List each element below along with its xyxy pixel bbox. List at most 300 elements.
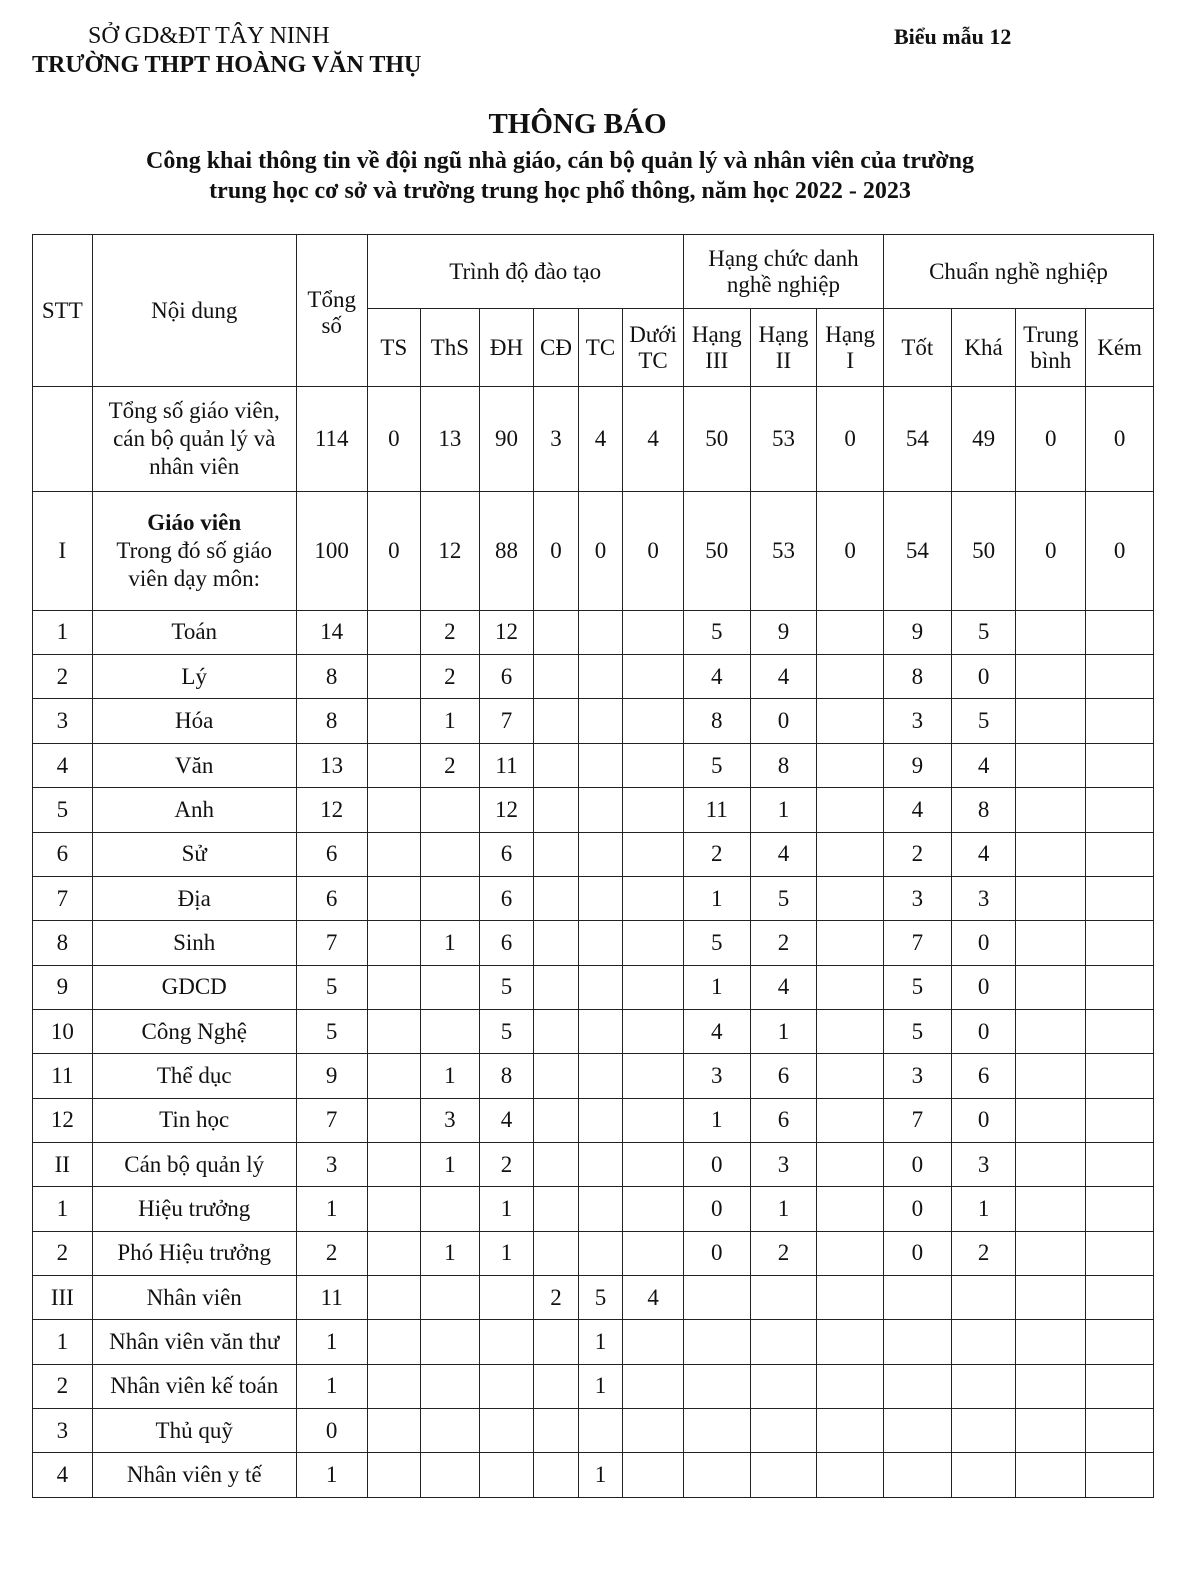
cell-stt: 1 — [33, 610, 93, 654]
cell-ts — [367, 610, 421, 654]
cell-name: Toán — [92, 610, 296, 654]
cell-cd — [534, 699, 578, 743]
cell-tc — [578, 699, 622, 743]
cell-rank2: 4 — [750, 965, 817, 1009]
cell-dh: 6 — [479, 876, 534, 920]
header-below-tc: Dưới TC — [623, 309, 684, 387]
managers-row — [33, 1142, 1154, 1186]
cell-ts: 0 — [367, 387, 421, 492]
cell-below-tc: 4 — [623, 1275, 684, 1319]
cell-rank1 — [817, 1453, 884, 1498]
cell-good: 8 — [884, 655, 952, 699]
cell-rank3: 5 — [683, 743, 750, 787]
header-rank3: Hạng III — [683, 309, 750, 387]
header-poor: Kém — [1086, 309, 1154, 387]
cell-name: Nhân viên — [92, 1275, 296, 1319]
cell-ts — [367, 921, 421, 965]
cell-ths — [421, 1364, 480, 1408]
cell-ts — [367, 965, 421, 1009]
cell-tc — [578, 1098, 622, 1142]
cell-rank1 — [817, 1054, 884, 1098]
cell-ts — [367, 1187, 421, 1231]
cell-ths: 2 — [421, 743, 480, 787]
cell-dh: 5 — [479, 965, 534, 1009]
cell-rank2: 6 — [750, 1054, 817, 1098]
cell-fair: 8 — [951, 788, 1016, 832]
cell-poor — [1086, 788, 1154, 832]
cell-poor — [1086, 655, 1154, 699]
header-good: Tốt — [884, 309, 952, 387]
cell-below-tc — [623, 655, 684, 699]
cell-tc — [578, 1054, 622, 1098]
staff-row — [33, 1275, 1154, 1319]
cell-total: 8 — [296, 699, 367, 743]
cell-below-tc — [623, 1231, 684, 1275]
cell-poor — [1086, 1364, 1154, 1408]
cell-good — [884, 1275, 952, 1319]
cell-ts — [367, 1009, 421, 1053]
cell-good: 3 — [884, 699, 952, 743]
cell-dh — [479, 1364, 534, 1408]
cell-fair: 0 — [951, 1009, 1016, 1053]
header-standard: Chuẩn nghề nghiệp — [884, 235, 1154, 309]
cell-below-tc: 4 — [623, 387, 684, 492]
cell-rank3: 5 — [683, 610, 750, 654]
cell-poor — [1086, 1408, 1154, 1452]
cell-good: 5 — [884, 965, 952, 1009]
cell-rank2: 3 — [750, 1142, 817, 1186]
cell-good: 0 — [884, 1187, 952, 1231]
cell-rank3: 4 — [683, 1009, 750, 1053]
cell-fair — [951, 1408, 1016, 1452]
cell-fair: 4 — [951, 832, 1016, 876]
cell-stt: 3 — [33, 1408, 93, 1452]
cell-rank3 — [683, 1364, 750, 1408]
cell-rank3: 50 — [683, 387, 750, 492]
cell-average — [1016, 1364, 1086, 1408]
cell-poor — [1086, 1231, 1154, 1275]
cell-name: Sử — [92, 832, 296, 876]
cell-rank2 — [750, 1453, 817, 1498]
header-rank2: Hạng II — [750, 309, 817, 387]
subject-row — [33, 1009, 1154, 1053]
cell-tc: 5 — [578, 1275, 622, 1319]
subtitle-line-1: Công khai thông tin về đội ngũ nhà giáo, cán bộ quản lý và nhân viên của trường — [146, 148, 974, 174]
cell-poor — [1086, 1187, 1154, 1231]
cell-tc: 1 — [578, 1453, 622, 1498]
cell-dh: 12 — [479, 788, 534, 832]
cell-rank3: 0 — [683, 1142, 750, 1186]
cell-cd — [534, 1098, 578, 1142]
cell-rank2: 6 — [750, 1098, 817, 1142]
header-stt: STT — [33, 235, 93, 387]
cell-content: Tổng số giáo viên, cán bộ quản lý và nhân viên — [92, 387, 296, 492]
cell-poor: 0 — [1086, 491, 1154, 610]
cell-total: 1 — [296, 1453, 367, 1498]
cell-stt: II — [33, 1142, 93, 1186]
cell-ths: 13 — [421, 387, 480, 492]
cell-tc — [578, 1142, 622, 1186]
cell-below-tc — [623, 1054, 684, 1098]
cell-rank2: 4 — [750, 832, 817, 876]
cell-good — [884, 1453, 952, 1498]
cell-total: 114 — [296, 387, 367, 492]
cell-total: 5 — [296, 1009, 367, 1053]
cell-fair: 0 — [951, 965, 1016, 1009]
cell-dh — [479, 1408, 534, 1452]
cell-tc — [578, 610, 622, 654]
cell-ts — [367, 788, 421, 832]
cell-rank2: 53 — [750, 387, 817, 492]
cell-poor — [1086, 1098, 1154, 1142]
cell-dh: 1 — [479, 1187, 534, 1231]
cell-rank2: 4 — [750, 655, 817, 699]
cell-good: 0 — [884, 1231, 952, 1275]
cell-fair: 6 — [951, 1054, 1016, 1098]
cell-ts — [367, 1275, 421, 1319]
cell-name: Phó Hiệu trưởng — [92, 1231, 296, 1275]
cell-average — [1016, 876, 1086, 920]
document-subtitle — [20, 146, 1100, 206]
cell-ts — [367, 1054, 421, 1098]
cell-ts — [367, 1408, 421, 1452]
cell-average — [1016, 699, 1086, 743]
cell-rank3: 5 — [683, 921, 750, 965]
cell-total: 12 — [296, 788, 367, 832]
cell-poor — [1086, 832, 1154, 876]
cell-rank3: 4 — [683, 655, 750, 699]
cell-dh — [479, 1275, 534, 1319]
cell-total: 1 — [296, 1320, 367, 1364]
staff-statistics-table — [32, 234, 1154, 1498]
cell-poor: 0 — [1086, 387, 1154, 492]
cell-tc — [578, 788, 622, 832]
cell-tc — [578, 1231, 622, 1275]
cell-total: 9 — [296, 1054, 367, 1098]
cell-fair: 49 — [951, 387, 1016, 492]
cell-stt: 4 — [33, 743, 93, 787]
cell-rank1 — [817, 921, 884, 965]
cell-cd — [534, 743, 578, 787]
cell-rank1 — [817, 876, 884, 920]
cell-name: Anh — [92, 788, 296, 832]
cell-rank2: 9 — [750, 610, 817, 654]
cell-name: Thể dục — [92, 1054, 296, 1098]
cell-dh: 6 — [479, 655, 534, 699]
cell-fair — [951, 1453, 1016, 1498]
cell-stt: 1 — [33, 1320, 93, 1364]
cell-good: 3 — [884, 1054, 952, 1098]
cell-rank1: 0 — [817, 387, 884, 492]
cell-name: Nhân viên y tế — [92, 1453, 296, 1498]
subject-row — [33, 699, 1154, 743]
cell-average — [1016, 1009, 1086, 1053]
cell-ths — [421, 1320, 480, 1364]
cell-below-tc — [623, 1142, 684, 1186]
cell-cd — [534, 788, 578, 832]
cell-average: 0 — [1016, 387, 1086, 492]
cell-stt: 4 — [33, 1453, 93, 1498]
cell-fair: 0 — [951, 921, 1016, 965]
cell-rank1 — [817, 1009, 884, 1053]
cell-name: Nhân viên văn thư — [92, 1320, 296, 1364]
cell-below-tc — [623, 1408, 684, 1452]
cell-below-tc — [623, 965, 684, 1009]
cell-rank2: 2 — [750, 1231, 817, 1275]
staff-member-row — [33, 1408, 1154, 1452]
cell-good: 7 — [884, 1098, 952, 1142]
manager-row — [33, 1187, 1154, 1231]
cell-fair: 0 — [951, 1098, 1016, 1142]
cell-total: 100 — [296, 491, 367, 610]
cell-good: 5 — [884, 1009, 952, 1053]
cell-dh: 7 — [479, 699, 534, 743]
cell-good — [884, 1364, 952, 1408]
cell-total: 13 — [296, 743, 367, 787]
subject-row — [33, 832, 1154, 876]
cell-rank1 — [817, 610, 884, 654]
cell-total: 3 — [296, 1142, 367, 1186]
cell-name: Tin học — [92, 1098, 296, 1142]
cell-average — [1016, 1320, 1086, 1364]
cell-name: Địa — [92, 876, 296, 920]
cell-stt: 2 — [33, 1364, 93, 1408]
cell-ths: 2 — [421, 610, 480, 654]
cell-name: Cán bộ quản lý — [92, 1142, 296, 1186]
cell-average — [1016, 832, 1086, 876]
cell-rank2: 8 — [750, 743, 817, 787]
cell-rank3 — [683, 1320, 750, 1364]
cell-ts: 0 — [367, 491, 421, 610]
cell-content — [92, 491, 296, 610]
cell-rank3: 1 — [683, 1098, 750, 1142]
cell-poor — [1086, 1320, 1154, 1364]
cell-below-tc — [623, 832, 684, 876]
cell-average — [1016, 965, 1086, 1009]
cell-stt: 10 — [33, 1009, 93, 1053]
cell-poor — [1086, 1009, 1154, 1053]
cell-cd — [534, 832, 578, 876]
cell-ts — [367, 876, 421, 920]
cell-dh: 2 — [479, 1142, 534, 1186]
cell-ts — [367, 699, 421, 743]
cell-poor — [1086, 699, 1154, 743]
cell-good — [884, 1408, 952, 1452]
cell-total: 6 — [296, 876, 367, 920]
teachers-row — [33, 491, 1154, 610]
cell-rank3: 0 — [683, 1187, 750, 1231]
cell-name: Công Nghệ — [92, 1009, 296, 1053]
cell-ths — [421, 965, 480, 1009]
cell-ths — [421, 876, 480, 920]
header-rank1: Hạng I — [817, 309, 884, 387]
cell-dh: 1 — [479, 1231, 534, 1275]
cell-ths — [421, 1187, 480, 1231]
cell-good: 2 — [884, 832, 952, 876]
cell-rank3: 1 — [683, 876, 750, 920]
cell-fair: 5 — [951, 610, 1016, 654]
cell-dh: 11 — [479, 743, 534, 787]
cell-tc — [578, 655, 622, 699]
cell-ts — [367, 1231, 421, 1275]
cell-cd — [534, 921, 578, 965]
cell-rank1 — [817, 699, 884, 743]
cell-ts — [367, 1142, 421, 1186]
header-training: Trình độ đào tạo — [367, 235, 683, 309]
cell-tc — [578, 1408, 622, 1452]
cell-cd — [534, 1364, 578, 1408]
cell-dh — [479, 1320, 534, 1364]
document-title: THÔNG BÁO — [488, 108, 667, 140]
cell-rank2: 0 — [750, 699, 817, 743]
cell-cd — [534, 655, 578, 699]
cell-ths — [421, 1275, 480, 1319]
cell-rank2: 1 — [750, 1009, 817, 1053]
cell-below-tc — [623, 699, 684, 743]
header-ts: TS — [367, 309, 421, 387]
cell-name: Thủ quỹ — [92, 1408, 296, 1452]
cell-cd — [534, 1142, 578, 1186]
cell-rank1 — [817, 788, 884, 832]
cell-ths: 1 — [421, 1142, 480, 1186]
cell-fair: 5 — [951, 699, 1016, 743]
cell-ths — [421, 1408, 480, 1452]
subject-row — [33, 921, 1154, 965]
cell-name: Nhân viên kế toán — [92, 1364, 296, 1408]
cell-total: 6 — [296, 832, 367, 876]
subject-row — [33, 1098, 1154, 1142]
cell-below-tc — [623, 610, 684, 654]
cell-cd — [534, 1009, 578, 1053]
cell-fair: 0 — [951, 655, 1016, 699]
cell-total: 0 — [296, 1408, 367, 1452]
manager-row — [33, 1231, 1154, 1275]
cell-rank2: 1 — [750, 1187, 817, 1231]
cell-tc — [578, 1187, 622, 1231]
cell-rank1 — [817, 1320, 884, 1364]
cell-good: 9 — [884, 743, 952, 787]
cell-fair — [951, 1364, 1016, 1408]
cell-below-tc — [623, 1187, 684, 1231]
summary-row — [33, 387, 1154, 492]
cell-tc: 0 — [578, 491, 622, 610]
cell-poor — [1086, 1275, 1154, 1319]
cell-average — [1016, 788, 1086, 832]
cell-rank1 — [817, 965, 884, 1009]
staff-member-row — [33, 1453, 1154, 1498]
cell-rank2 — [750, 1320, 817, 1364]
cell-rank3: 8 — [683, 699, 750, 743]
cell-rank1: 0 — [817, 491, 884, 610]
cell-tc — [578, 921, 622, 965]
cell-average: 0 — [1016, 491, 1086, 610]
department-name: SỞ GD&ĐT TÂY NINH — [88, 23, 330, 49]
cell-tc: 4 — [578, 387, 622, 492]
cell-rank2: 2 — [750, 921, 817, 965]
school-name: TRƯỜNG THPT HOÀNG VĂN THỤ — [32, 52, 422, 78]
cell-poor — [1086, 1054, 1154, 1098]
cell-rank1 — [817, 743, 884, 787]
cell-stt: 6 — [33, 832, 93, 876]
cell-below-tc — [623, 743, 684, 787]
header-dh: ĐH — [479, 309, 534, 387]
cell-fair: 4 — [951, 743, 1016, 787]
staff-member-row — [33, 1320, 1154, 1364]
cell-ts — [367, 655, 421, 699]
cell-total: 7 — [296, 1098, 367, 1142]
cell-rank1 — [817, 1142, 884, 1186]
header-tc: TC — [578, 309, 622, 387]
cell-cd — [534, 1231, 578, 1275]
staff-member-row — [33, 1364, 1154, 1408]
subject-row — [33, 788, 1154, 832]
cell-name: Sinh — [92, 921, 296, 965]
cell-rank1 — [817, 1364, 884, 1408]
subject-row — [33, 965, 1154, 1009]
header-content: Nội dung — [92, 235, 296, 387]
header-fair: Khá — [951, 309, 1016, 387]
cell-good: 4 — [884, 788, 952, 832]
cell-below-tc — [623, 788, 684, 832]
cell-tc — [578, 876, 622, 920]
teachers-subtitle: Trong đó số giáo viên dạy môn: — [116, 537, 273, 591]
cell-rank2: 53 — [750, 491, 817, 610]
subtitle-line-2: trung học cơ sở và trường trung học phổ thông, năm học 2022 - 2023 — [209, 178, 911, 204]
cell-total: 14 — [296, 610, 367, 654]
cell-ts — [367, 832, 421, 876]
cell-rank3 — [683, 1408, 750, 1452]
cell-ths — [421, 788, 480, 832]
cell-rank1 — [817, 1275, 884, 1319]
cell-poor — [1086, 876, 1154, 920]
cell-fair — [951, 1320, 1016, 1364]
cell-name: Văn — [92, 743, 296, 787]
cell-ts — [367, 1364, 421, 1408]
cell-tc — [578, 832, 622, 876]
cell-rank1 — [817, 1187, 884, 1231]
subject-row — [33, 610, 1154, 654]
cell-fair: 2 — [951, 1231, 1016, 1275]
header-rank: Hạng chức danh nghề nghiệp — [683, 235, 883, 309]
cell-dh: 5 — [479, 1009, 534, 1053]
cell-average — [1016, 921, 1086, 965]
cell-stt: III — [33, 1275, 93, 1319]
cell-ths: 12 — [421, 491, 480, 610]
cell-rank2: 1 — [750, 788, 817, 832]
header-row-1 — [33, 235, 1154, 309]
cell-rank3: 11 — [683, 788, 750, 832]
cell-ths: 3 — [421, 1098, 480, 1142]
cell-stt: 12 — [33, 1098, 93, 1142]
cell-ths: 1 — [421, 1231, 480, 1275]
cell-stt: I — [33, 491, 93, 610]
cell-rank3: 1 — [683, 965, 750, 1009]
cell-ths: 1 — [421, 921, 480, 965]
cell-cd — [534, 1408, 578, 1452]
cell-poor — [1086, 610, 1154, 654]
cell-dh: 4 — [479, 1098, 534, 1142]
cell-stt: 2 — [33, 655, 93, 699]
cell-tc: 1 — [578, 1364, 622, 1408]
cell-good: 0 — [884, 1142, 952, 1186]
cell-dh: 8 — [479, 1054, 534, 1098]
cell-below-tc — [623, 1098, 684, 1142]
teachers-title: Giáo viên — [147, 509, 242, 535]
cell-poor — [1086, 1453, 1154, 1498]
cell-rank2 — [750, 1408, 817, 1452]
cell-poor — [1086, 965, 1154, 1009]
cell-ths — [421, 1453, 480, 1498]
